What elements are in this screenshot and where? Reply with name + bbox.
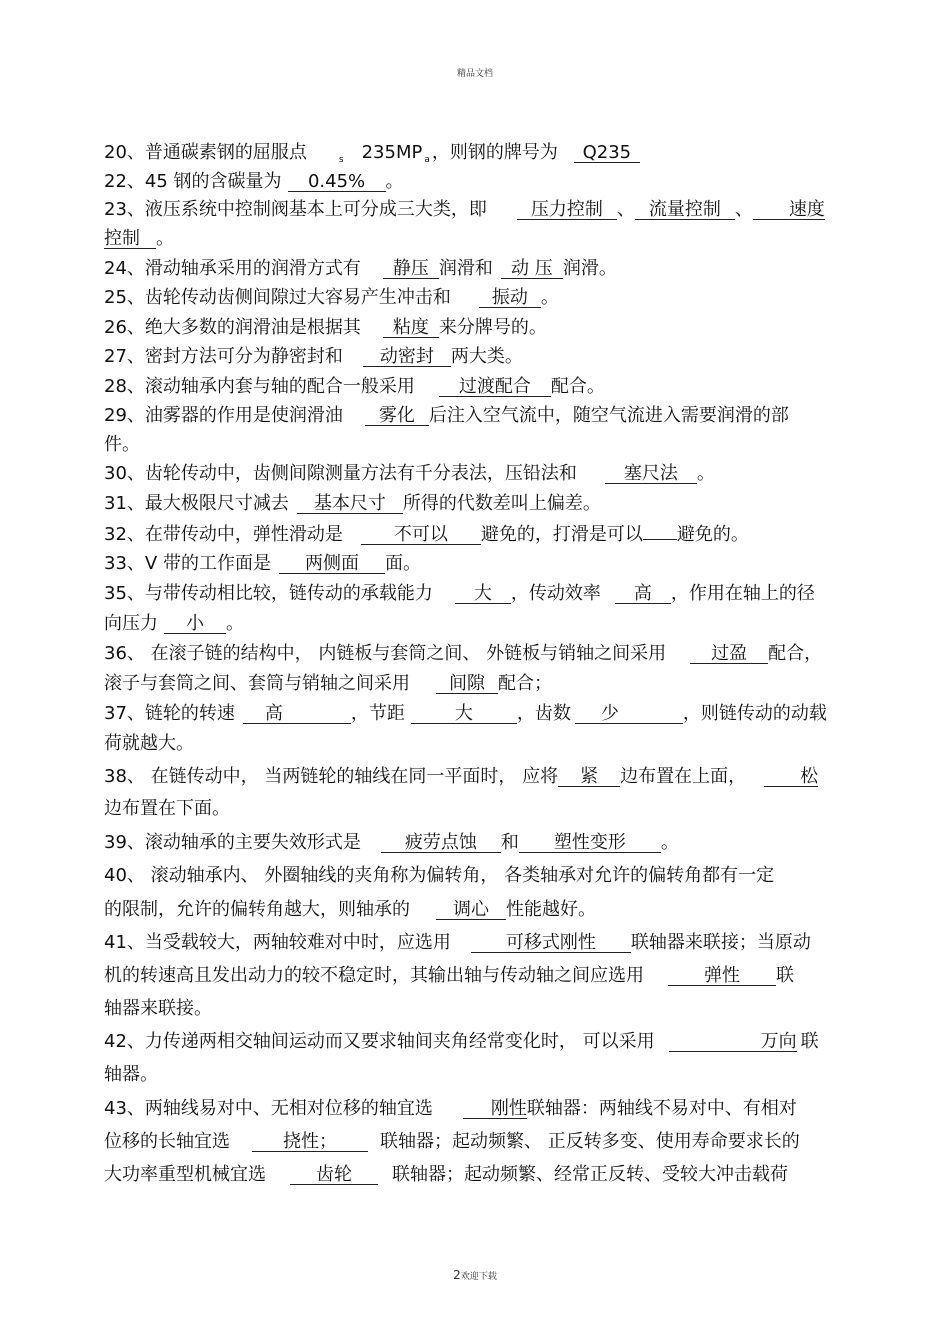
question-41 (104, 932, 811, 954)
question-text: 37、链轮的转速 (104, 703, 235, 724)
question-text: 荷就越大。 (104, 733, 194, 754)
question-41-cont (104, 965, 794, 987)
question-28 (104, 376, 605, 398)
question-text: 边布置在下面。 (104, 798, 230, 819)
question-text: 联轴器：两轴线不易对中、有相对 (526, 1098, 797, 1119)
question-text: 39、滚动轴承的主要失效形式是 (104, 832, 361, 853)
question-29-cont (104, 434, 140, 456)
question-text: 机的转速高且发出动力的较不稳定时，其输出轴与传动轴之间应选用 (104, 965, 644, 986)
answer-blank: 间隙 (436, 674, 498, 694)
answer-blank: 动 压 (501, 259, 563, 279)
question-33 (104, 553, 421, 575)
question-40 (104, 865, 774, 887)
answer-blank: 松 (764, 767, 818, 787)
question-26 (104, 317, 547, 339)
question-text: 35、与带传动相比较，链传动的承载能力 (104, 583, 433, 604)
page-footer (0, 1268, 950, 1282)
answer-blank: 小 (164, 614, 226, 634)
question-text: 40、 滚动轴承内、 外圈轴线的夹角称为偏转角， 各类轴承对允许的偏转角都有一定 (104, 865, 775, 886)
question-text: 。 (540, 287, 559, 308)
answer-blank: 过盈 (690, 644, 768, 664)
answer-blank: 大 (411, 704, 517, 724)
answer-blank: 控制 (104, 229, 156, 249)
answer-blank: 调心 (436, 900, 506, 920)
answer-blank (643, 539, 677, 540)
footer-text: 欢迎下载 (460, 1272, 497, 1282)
question-text: 大功率重型机械宜选 (104, 1164, 266, 1185)
page-header: 精品文档 (456, 69, 493, 79)
question-text: 。 (156, 228, 174, 249)
separator: 、 (734, 199, 753, 220)
question-text: 面。 (384, 553, 421, 574)
question-text: 43、两轴线易对中、无相对位移的轴宜选 (104, 1098, 433, 1119)
question-text: 27、密封方法可分为静密封和 (104, 346, 343, 367)
question-text: 所得的代数差叫上偏差。 (402, 493, 601, 514)
question-23-cont (104, 228, 174, 250)
question-24 (104, 258, 617, 280)
answer-blank: 速度 (753, 200, 825, 220)
question-31 (104, 493, 601, 515)
answer-blank: 流量控制 (635, 200, 735, 220)
question-37-cont (104, 733, 194, 755)
answer-blank: 不可以 (361, 525, 481, 545)
question-text: 联轴器；起动频繁、 正反转多变、使用寿命要求长的 (380, 1131, 800, 1152)
question-text: 来分牌号的。 (438, 317, 547, 338)
question-text: 配合。 (550, 376, 605, 397)
separator: 、 (616, 199, 635, 220)
question-38-cont (104, 798, 230, 820)
question-text: 41、当受载较大，两轴较难对中时，应选用 (104, 932, 451, 953)
answer-blank: 高 (243, 704, 351, 724)
subscript-s: s (338, 155, 344, 165)
answer-blank: 基本尺寸 (297, 494, 403, 514)
answer-blank: 齿轮 (290, 1165, 378, 1185)
question-text: ，则链传动的动载 (682, 703, 827, 724)
answer-blank: 弹性 (668, 966, 776, 986)
answer-blank: 过渡配合 (439, 377, 551, 397)
subscript-a: a (424, 155, 430, 165)
question-43-cont2 (104, 1164, 788, 1186)
question-text: 向压力 (104, 613, 158, 634)
question-22 (104, 171, 404, 193)
answer-blank: 0.45% (288, 172, 386, 192)
question-36 (104, 643, 822, 665)
question-36-cont (104, 673, 552, 695)
answer-blank: 紧 (558, 767, 620, 787)
question-text: 33、V 带的工作面是 (104, 553, 271, 574)
question-text: 润滑和 (438, 258, 493, 279)
question-20 (104, 142, 640, 167)
question-text: 31、最大极限尺寸减去 (104, 493, 289, 514)
question-text: 配合， (768, 643, 823, 664)
question-text: 滚子与套筒之间、套筒与销轴之间采用 (104, 673, 410, 694)
question-23 (104, 199, 825, 221)
question-text: 。 (696, 463, 715, 484)
question-text: 28、滚动轴承内套与轴的配合一般采用 (104, 376, 415, 397)
question-text: 边布置在上面， (620, 766, 747, 787)
question-text: 润滑。 (562, 258, 617, 279)
question-32 (104, 524, 749, 546)
question-text: 避免的。 (676, 524, 749, 545)
answer-blank: 振动 (479, 288, 541, 308)
question-text: 42、力传递两相交轴间运动而又要求轴间夹角经常变化时， 可以采用 (104, 1031, 655, 1052)
answer-blank: 挠性； (252, 1132, 368, 1152)
answer-blank: 雾化 (365, 406, 429, 426)
question-text: 联轴器；起动频繁、经常正反转、受较大冲击载荷 (392, 1164, 788, 1185)
question-text: 。 (226, 613, 244, 634)
question-text: 。 (660, 832, 679, 853)
question-text: 轴器来联接。 (104, 998, 212, 1019)
question-text: ，则钢的牌号为 (431, 142, 558, 163)
question-42 (104, 1031, 819, 1053)
answer-blank: Q235 (574, 143, 640, 163)
answer-blank: 万向 (669, 1032, 797, 1052)
question-42-cont (104, 1064, 158, 1086)
answer-blank: 动密封 (363, 347, 451, 367)
question-text: 23、液压系统中控制阀基本上可分成三大类，即 (104, 199, 487, 220)
value-text: 235MP (361, 142, 423, 163)
question-29 (104, 405, 789, 427)
answer-blank: 塞尺法 (605, 464, 697, 484)
question-text: 的限制，允许的偏转角越大，则轴承的 (104, 899, 410, 920)
question-text: 件。 (104, 434, 140, 455)
question-text: 位移的长轴宜选 (104, 1131, 230, 1152)
question-text: 联 (800, 1031, 819, 1052)
answer-blank: 压力控制 (517, 200, 617, 220)
answer-blank: 少 (575, 704, 683, 724)
question-text: 轴器。 (104, 1064, 158, 1085)
question-text: 和 (500, 832, 519, 853)
question-41-cont2 (104, 998, 212, 1020)
answer-blank: 塑性变形 (519, 833, 661, 853)
question-text: 联轴器来联接；当原动 (630, 932, 811, 953)
answer-blank: 大 (455, 584, 511, 604)
question-text: 25、齿轮传动齿侧间隙过大容易产生冲击和 (104, 287, 451, 308)
question-35-cont (104, 613, 244, 635)
question-43-cont (104, 1131, 800, 1153)
question-text: ，节距 (350, 703, 405, 724)
question-text: 后注入空气流中，随空气流进入需要润滑的部 (428, 405, 789, 426)
question-27 (104, 346, 523, 368)
question-38 (104, 766, 818, 788)
question-30 (104, 463, 715, 485)
question-text: 22、45 钢的含碳量为 (104, 171, 282, 192)
question-text: 。 (385, 171, 404, 192)
question-text: 性能越好。 (506, 899, 596, 920)
question-text: 29、油雾器的作用是使润滑油 (104, 405, 343, 426)
question-text: 避免的，打滑是可以 (480, 524, 643, 545)
question-text: 配合； (498, 673, 552, 694)
answer-blank: 可移式刚性 (471, 933, 631, 953)
question-43 (104, 1098, 797, 1120)
question-text: 32、在带传动中，弹性滑动是 (104, 524, 343, 545)
question-text: ，作用在轴上的径 (670, 583, 815, 604)
question-text: 20、普通碳素钢的屈服点 (104, 142, 307, 163)
question-text: 两大类。 (450, 346, 523, 367)
question-text: ，传动效率 (510, 583, 601, 604)
question-text: 联 (776, 965, 794, 986)
question-37 (104, 703, 827, 725)
question-text: 26、绝大多数的润滑油是根据其 (104, 317, 361, 338)
question-25 (104, 287, 559, 309)
question-40-cont (104, 899, 596, 921)
answer-blank: 粘度 (383, 318, 439, 338)
question-text: 24、滑动轴承采用的润滑方式有 (104, 258, 361, 279)
question-text: 38、 在链传动中， 当两链轮的轴线在同一平面时， 应将 (104, 766, 559, 787)
question-text: 36、 在滚子链的结构中， 内链板与套筒之间、 外链板与销轴之间采用 (104, 643, 667, 664)
answer-blank: 两侧面 (279, 554, 385, 574)
page-number: 2 (453, 1268, 461, 1282)
answer-blank: 高 (615, 584, 671, 604)
question-35 (104, 583, 815, 605)
question-text: 30、齿轮传动中，齿侧间隙测量方法有千分表法，压铅法和 (104, 463, 577, 484)
answer-blank: 静压 (383, 259, 439, 279)
question-text: ，齿数 (516, 703, 571, 724)
question-39 (104, 832, 679, 854)
answer-blank: 疲劳点蚀 (381, 833, 501, 853)
answer-blank: 刚性 (463, 1099, 527, 1119)
